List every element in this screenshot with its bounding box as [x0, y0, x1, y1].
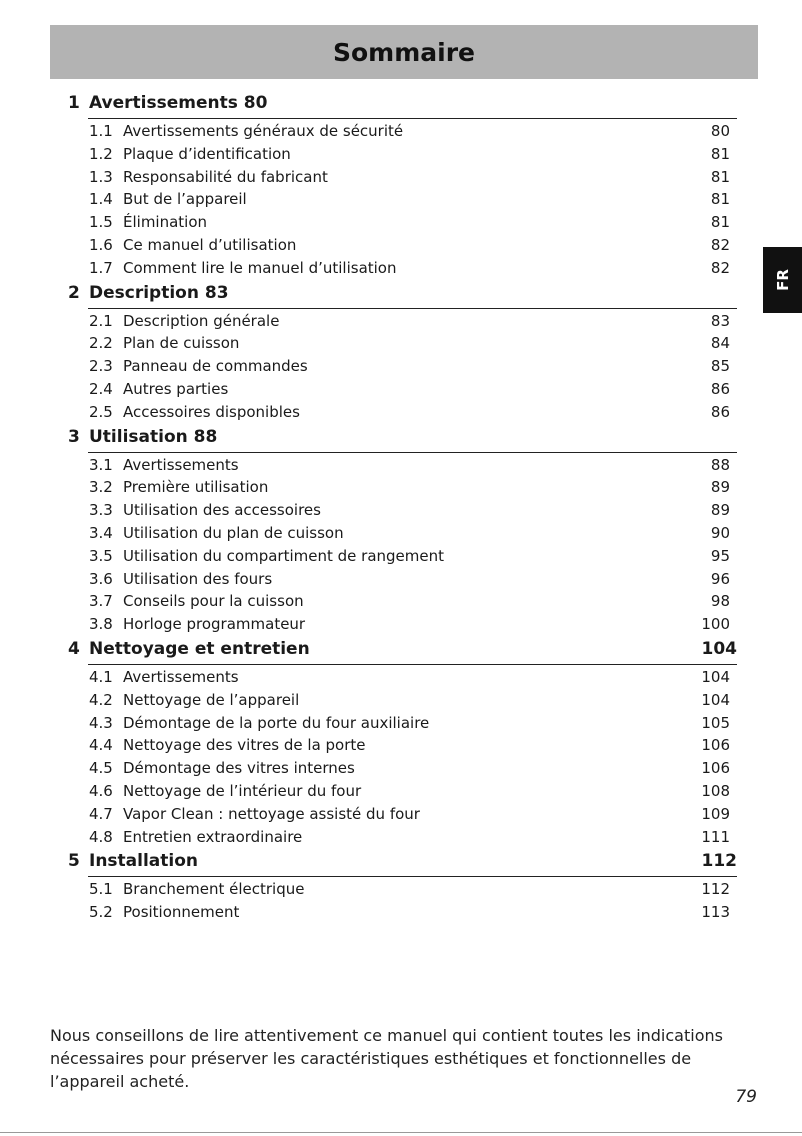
section-title: Accessoires disponibles [123, 402, 300, 421]
section-page: 98 [710, 592, 730, 611]
section-page: 108 [701, 781, 730, 800]
section-num: 3.7 [89, 592, 113, 611]
toc-section-row[interactable] [88, 454, 737, 477]
section-title: Branchement électrique [123, 880, 305, 899]
toc-section-row[interactable] [88, 120, 737, 143]
intro-paragraph: Nous conseillons de lire attentivement ce manuel qui contient toutes les indications nécessaires pour préserver les caractéristiques esthétiques et fonctionnelles de l’appareil acheté. [50, 1026, 723, 1091]
section-page: 85 [710, 357, 730, 376]
language-tab-label: FR [773, 269, 792, 291]
section-title: Responsabilité du fabricant [123, 167, 328, 186]
toc-section-list [88, 876, 737, 924]
page-title-bar [50, 25, 758, 79]
section-num: 2.2 [89, 334, 113, 353]
toc-section-row[interactable] [88, 522, 737, 545]
section-title: Première utilisation [123, 478, 269, 497]
section-num: 4.2 [89, 690, 113, 709]
toc-section-list [88, 308, 737, 424]
toc-section-row[interactable] [88, 780, 737, 803]
section-title: Nettoyage de l’appareil [123, 690, 300, 709]
toc-section-row[interactable] [88, 878, 737, 901]
section-title: Ce manuel d’utilisation [123, 235, 297, 254]
section-page: 82 [710, 258, 730, 277]
section-title: Panneau de commandes [123, 357, 308, 376]
section-num: 3.6 [89, 569, 113, 588]
toc-section-row[interactable] [88, 166, 737, 189]
section-page: 96 [710, 569, 730, 588]
section-title: Description générale [123, 311, 280, 330]
toc-section-row[interactable] [88, 666, 737, 689]
section-num: 4.1 [89, 667, 113, 686]
toc-section-list [88, 452, 737, 636]
chapter-page: 112 [701, 851, 737, 872]
section-num: 2.4 [89, 379, 113, 398]
toc-section-list [88, 664, 737, 848]
toc-chapter[interactable] [68, 424, 737, 452]
section-num: 1.7 [89, 258, 113, 277]
section-num: 4.4 [89, 736, 113, 755]
table-of-contents [0, 90, 802, 924]
section-title: Plaque d’identification [123, 144, 291, 163]
toc-section-row[interactable] [88, 310, 737, 333]
chapter-title: Description 83 [89, 282, 229, 303]
section-page: 84 [710, 334, 730, 353]
section-page: 86 [710, 379, 730, 398]
section-num: 1.4 [89, 190, 113, 209]
section-title: Élimination [123, 213, 208, 232]
section-num: 4.3 [89, 713, 113, 732]
section-title: Avertissements généraux de sécurité [123, 122, 404, 140]
section-page: 106 [701, 736, 730, 755]
section-page: 112 [701, 880, 730, 899]
section-page: 81 [710, 167, 730, 186]
chapter-title: Installation [89, 851, 199, 872]
section-title: Horloge programmateur [123, 615, 306, 634]
section-page: 105 [701, 713, 730, 732]
page-number: 79 [735, 1087, 757, 1107]
section-page: 83 [710, 311, 730, 330]
section-num: 4.8 [89, 827, 113, 846]
section-title: Avertissements [123, 667, 239, 686]
section-num: 1.1 [89, 122, 113, 140]
section-title: Démontage de la porte du four auxiliaire [123, 713, 430, 732]
section-num: 3.4 [89, 523, 113, 542]
chapter-num: 3 [68, 426, 80, 447]
section-page: 100 [701, 615, 730, 634]
toc-section-row[interactable] [88, 188, 737, 211]
toc-chapter[interactable] [68, 90, 737, 118]
section-page: 81 [710, 213, 730, 232]
toc-section-list [88, 118, 737, 280]
section-title: Vapor Clean : nettoyage assisté du four [123, 804, 420, 823]
toc-section-row[interactable] [88, 734, 737, 757]
section-title: Plan de cuisson [123, 334, 240, 353]
toc-section-row[interactable] [88, 401, 737, 424]
section-num: 5.1 [89, 880, 113, 899]
toc-section-row[interactable] [88, 712, 737, 735]
section-page: 89 [710, 478, 730, 497]
toc-section-row[interactable] [88, 545, 737, 568]
section-title: Nettoyage de l’intérieur du four [123, 781, 362, 800]
section-num: 3.5 [89, 546, 113, 565]
section-title: Utilisation des fours [123, 569, 273, 588]
section-title: Conseils pour la cuisson [123, 592, 304, 611]
section-page: 82 [710, 235, 730, 254]
chapter-num: 2 [68, 282, 80, 303]
section-page: 95 [710, 546, 730, 565]
section-num: 3.8 [89, 615, 113, 634]
section-page: 106 [701, 759, 730, 778]
section-page: 109 [701, 804, 730, 823]
section-num: 1.5 [89, 213, 113, 232]
section-num: 2.3 [89, 357, 113, 376]
section-page: 81 [710, 144, 730, 163]
section-num: 4.6 [89, 781, 113, 800]
toc-section-row[interactable] [88, 689, 737, 712]
toc-section-row[interactable] [88, 332, 737, 355]
toc-section-row[interactable] [88, 211, 737, 234]
toc-section-row[interactable] [88, 590, 737, 613]
section-num: 3.2 [89, 478, 113, 497]
toc-section-row[interactable] [88, 901, 737, 924]
section-num: 1.2 [89, 144, 113, 163]
toc-section-row[interactable] [88, 234, 737, 257]
page-title: Sommaire [332, 37, 475, 67]
toc-section-row[interactable] [88, 757, 737, 780]
section-title: Positionnement [123, 903, 240, 922]
section-title: But de l’appareil [123, 190, 247, 209]
section-title: Démontage des vitres internes [123, 759, 355, 778]
bottom-divider [0, 1132, 802, 1133]
section-title: Avertissements [123, 455, 239, 474]
toc-section-row[interactable] [88, 613, 737, 636]
section-title: Comment lire le manuel d’utilisation [123, 258, 397, 277]
section-page: 80 [710, 122, 730, 140]
toc-section-row[interactable] [88, 257, 737, 280]
section-title: Autres parties [123, 379, 229, 398]
toc-section-row[interactable] [88, 803, 737, 826]
toc-section-row[interactable] [88, 355, 737, 378]
section-page: 113 [701, 903, 730, 922]
section-title: Entretien extraordinaire [123, 827, 303, 846]
section-num: 3.1 [89, 455, 113, 474]
toc-section-row[interactable] [88, 143, 737, 166]
section-page: 88 [710, 455, 730, 474]
section-page: 111 [701, 827, 730, 846]
chapter-num: 1 [68, 93, 80, 113]
chapter-num: 4 [68, 638, 80, 659]
section-title: Utilisation des accessoires [123, 501, 321, 520]
toc-section-row[interactable] [88, 378, 737, 401]
toc-section-row[interactable] [88, 826, 737, 849]
section-num: 3.3 [89, 501, 113, 520]
chapter-title: Avertissements 80 [89, 93, 268, 113]
section-page: 81 [710, 190, 730, 209]
section-num: 4.5 [89, 759, 113, 778]
section-title: Utilisation du compartiment de rangement [123, 546, 444, 565]
toc-chapter[interactable] [68, 636, 737, 664]
toc-section-row[interactable] [88, 568, 737, 591]
section-page: 104 [701, 690, 730, 709]
toc-section-row[interactable] [88, 499, 737, 522]
section-page: 90 [710, 523, 730, 542]
section-num: 4.7 [89, 804, 113, 823]
toc-chapter[interactable] [68, 280, 737, 308]
section-title: Utilisation du plan de cuisson [123, 523, 344, 542]
toc-chapter[interactable] [68, 848, 737, 876]
chapter-page: 104 [701, 638, 737, 659]
chapter-title: Utilisation 88 [89, 426, 218, 447]
chapter-title: Nettoyage et entretien [89, 638, 310, 659]
chapter-num: 5 [68, 851, 80, 872]
section-page: 86 [710, 402, 730, 421]
section-page: 89 [710, 501, 730, 520]
section-num: 5.2 [89, 903, 113, 922]
section-num: 1.3 [89, 167, 113, 186]
section-page: 104 [701, 667, 730, 686]
toc-section-row[interactable] [88, 476, 737, 499]
section-num: 2.5 [89, 402, 113, 421]
section-num: 1.6 [89, 235, 113, 254]
section-num: 2.1 [89, 311, 113, 330]
section-title: Nettoyage des vitres de la porte [123, 736, 366, 755]
